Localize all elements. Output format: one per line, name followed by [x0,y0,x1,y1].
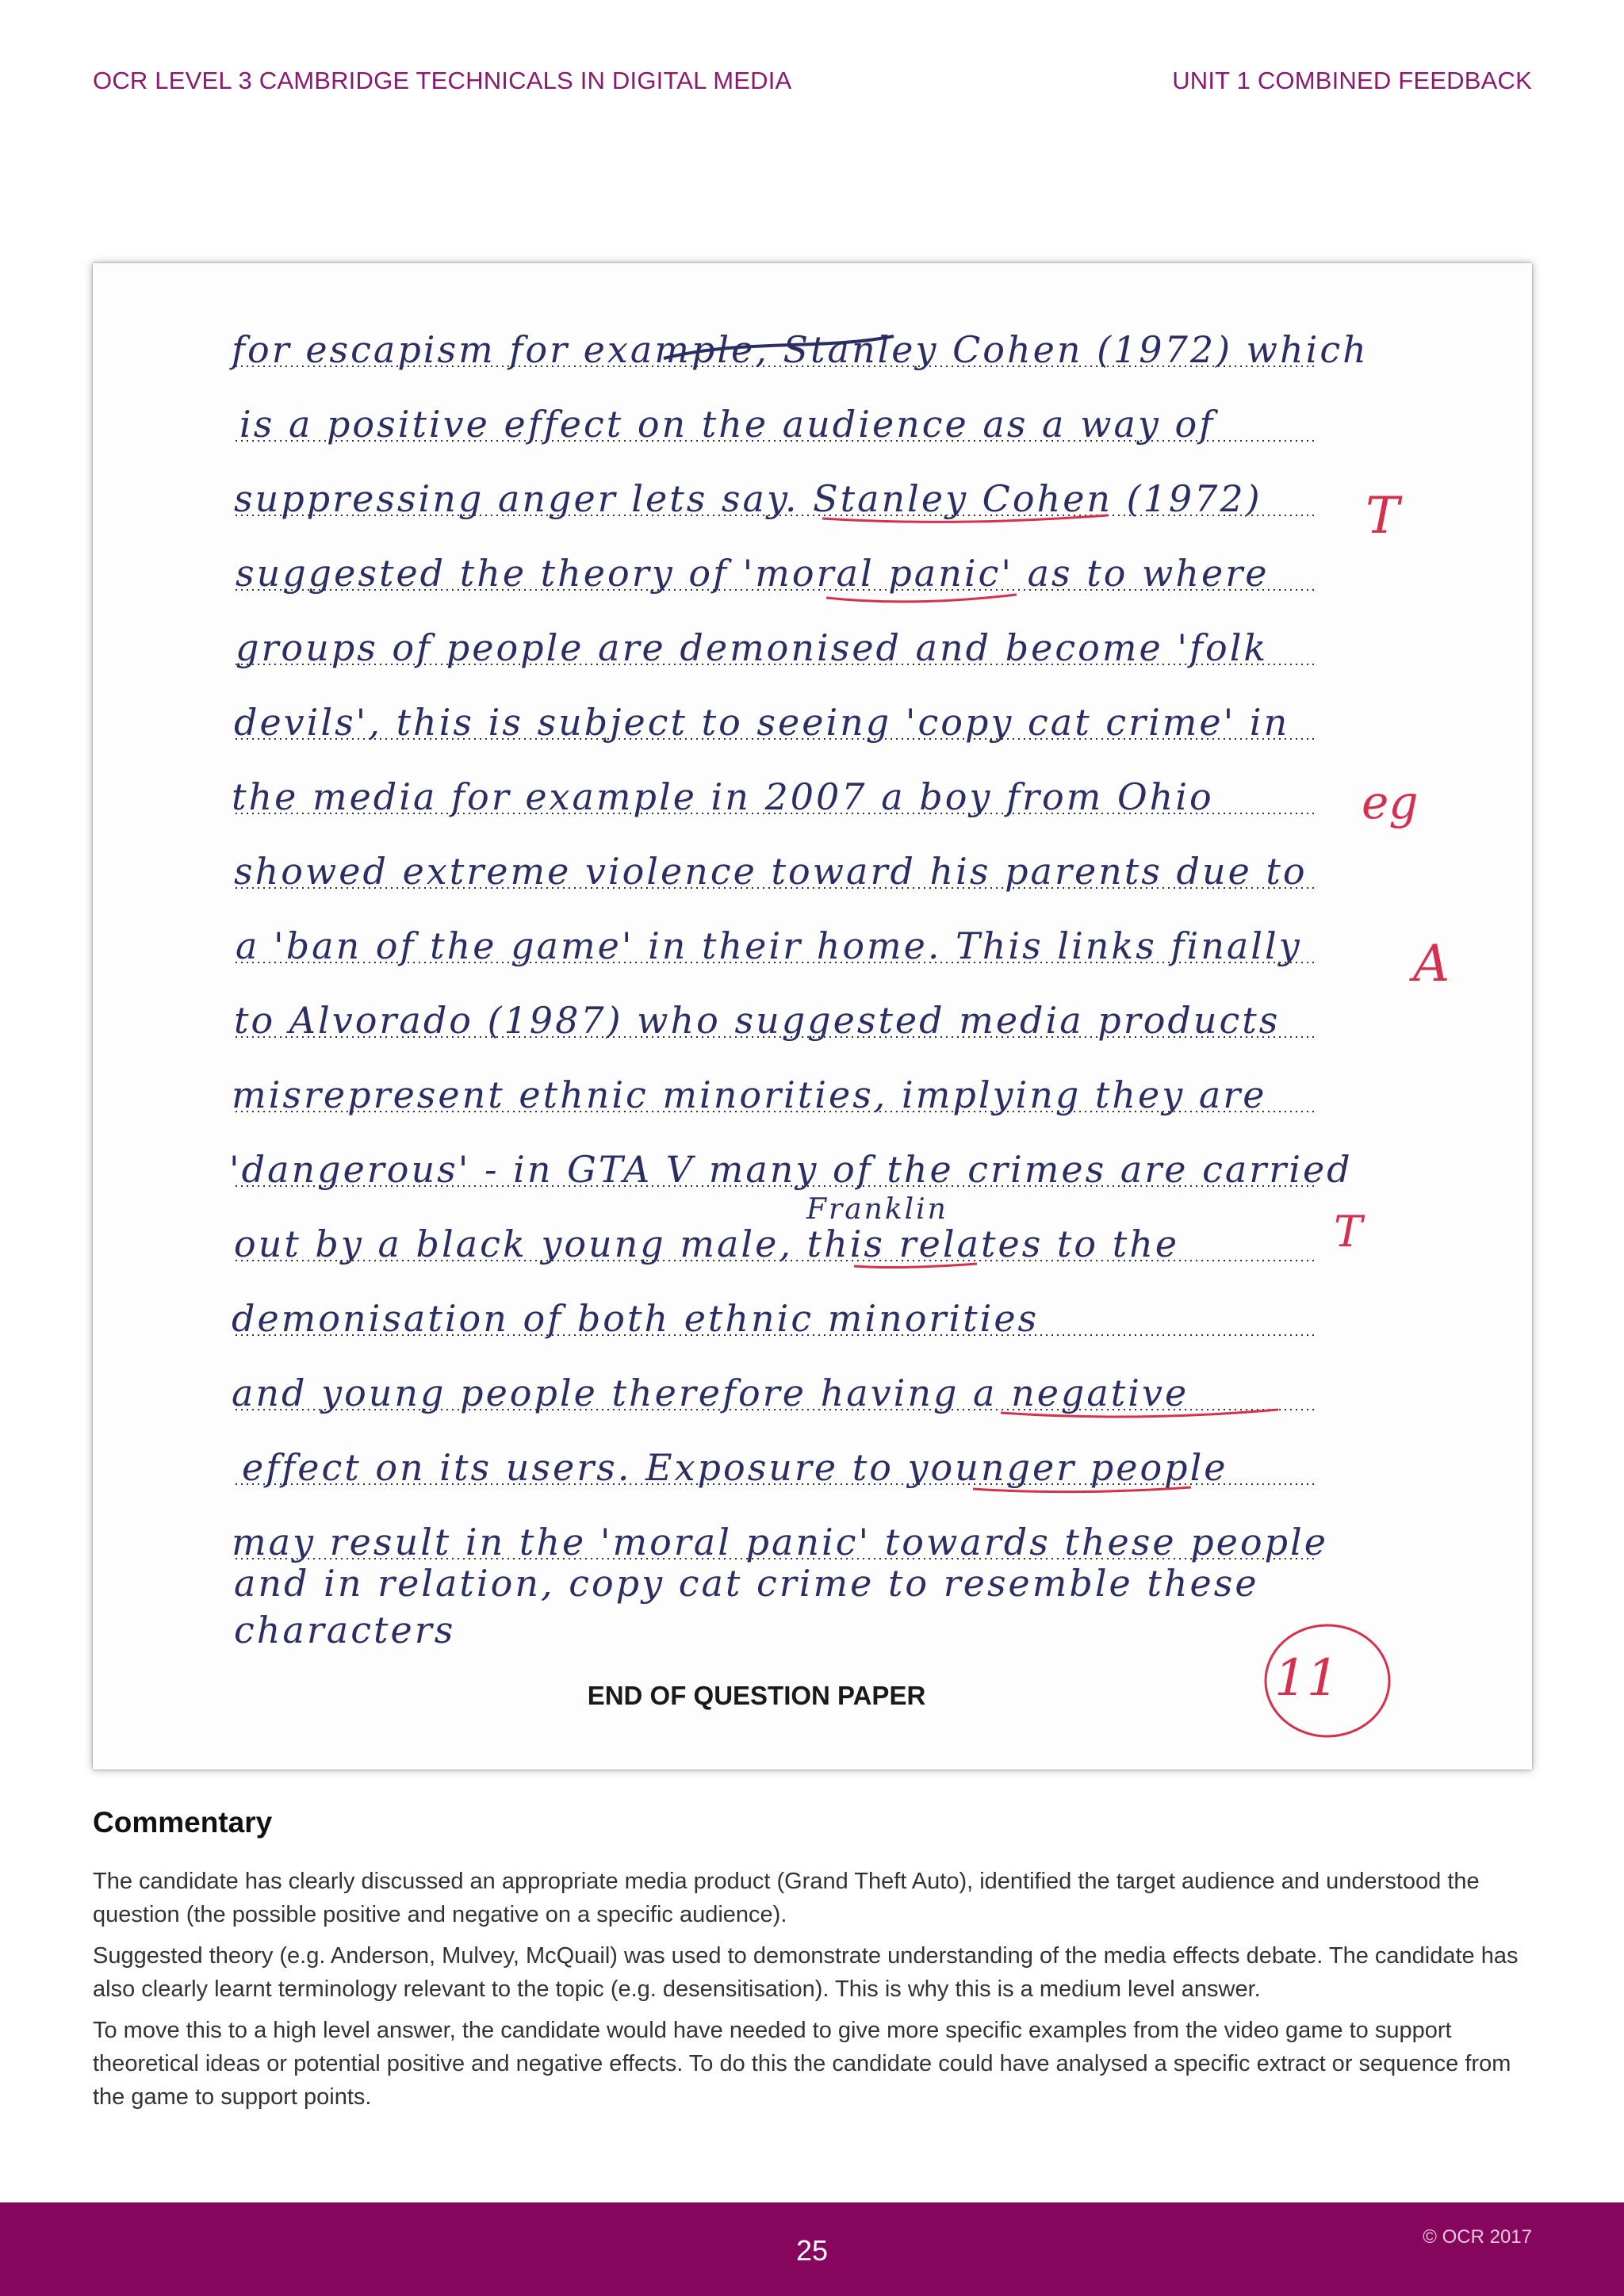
end-of-question-paper: END OF QUESTION PAPER [587,1681,926,1710]
script-line: a 'ban of the game' in their home. This links finally [236,924,1302,967]
script-line: the media for example in 2007 a boy from Ohio [232,775,1214,818]
script-line: is a positive effect on the audience as a way of [239,403,1216,446]
mark-eg: eg [1362,775,1419,829]
commentary-paragraph: To move this to a high level answer, the candidate would have needed to give more specific examples from the video game to support theoretical ideas or potential positive and negative effects. To do this the candidate could have analysed a specific extract or sequence from the game to support points. [93,2018,1511,2110]
script-line: for escapism for example, Stanley Cohen (1972) which [232,328,1369,371]
commentary-heading: Commentary [93,1806,273,1839]
script-line: out by a black young male, this relates to the [234,1223,1180,1265]
script-line: may result in the 'moral panic' towards these people [232,1521,1328,1563]
header-right-title: UNIT 1 COMBINED FEEDBACK [1172,67,1532,94]
script-line: 'dangerous' - in GTA V many of the crimes are carried [229,1148,1353,1191]
mark-t: T [1365,487,1400,545]
script-line: and young people therefore having a negative [232,1372,1189,1414]
script-line: showed extreme violence toward his parents due to [234,850,1308,893]
script-line: to Alvorado (1987) who suggested media products [234,999,1281,1042]
header-left-title: OCR LEVEL 3 CAMBRIDGE TECHNICALS IN DIGITAL MEDIA [93,67,792,94]
script-line: characters [234,1609,456,1651]
handwritten-answer [229,328,1369,1651]
scanned-answer-page [93,263,1532,1770]
commentary-paragraph: Suggested theory (e.g. Anderson, Mulvey, McQuail) was used to demonstrate understanding of the media effects debate. The candidate has also clearly learnt terminology relevant to the topic (e.g. desensitisation). This is why this is a medium level answer. [93,1943,1519,2002]
script-line: suppressing anger lets say. Stanley Cohen (1972) [234,477,1262,520]
total-mark: 11 [1274,1649,1339,1708]
mark-a: A [1413,935,1450,993]
insertion-word: Franklin [806,1193,948,1226]
copyright: © OCR 2017 [1423,2226,1532,2248]
scanned-answer-svg [93,263,1532,1770]
script-line: effect on its users. Exposure to younger people [242,1446,1228,1489]
script-line: groups of people are demonised and become 'folk [236,626,1269,669]
commentary-paragraph: The candidate has clearly discussed an appropriate media product (Grand Theft Auto), identified the target audience and understood the question (the possible positive and negative on a specific audience). [93,1869,1480,1927]
page-number: 25 [795,2234,829,2267]
footer-bar [0,2202,1624,2296]
script-line: devils', this is subject to seeing 'copy cat crime' in [234,701,1290,744]
script-line: misrepresent ethnic minorities, implying they are [232,1073,1267,1116]
mark-t: T [1334,1207,1363,1257]
script-line: demonisation of both ethnic minorities [232,1297,1040,1340]
script-line: and in relation, copy cat crime to resemble these [234,1562,1259,1605]
script-line: suggested the theory of 'moral panic' as to where [236,552,1270,595]
